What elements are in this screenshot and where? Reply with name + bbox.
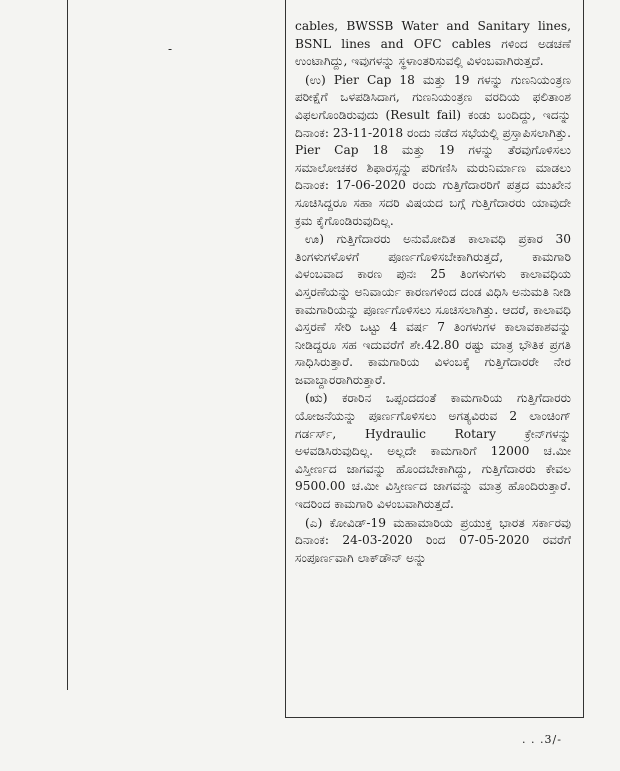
page-number-footer: . . .3/- (522, 733, 562, 746)
table-left-border (67, 0, 68, 690)
paragraph-covid-lockdown: (ಎ) ಕೋವಿಡ್-19 ಮಹಾಮಾರಿಯ ಪ್ರಯುಕ್ತ ಭಾರತ ಸರ್ಕಾರವು ದಿನಾಂಕ: 24-03-2020 ರಿಂದ 07-05-2020 ರವರೆಗೆ ಸಂಪೂರ್ಣವಾಗಿ ಲಾಕ್‌ಡೌನ್ ಅನ್ನು (295, 515, 571, 565)
paragraph-obstruction-cables: cables, BWSSB Water and Sanitary lines, BSNL lines and OFC cables ಗಳಿಂದ ಅಡಚಣೆ ಉಂಟಾಗಿದ್ದು, ಇವುಗಳನ್ನು ಸ್ಥಳಾಂತರಿಸುವಲ್ಲಿ ವಿಳಂಬವಾಗಿರುತ್ತದೆ. (295, 19, 571, 69)
paragraph-launching-girders: (ಋ) ಕರಾರಿನ ಒಪ್ಪಂದದಂತೆ ಕಾಮಗಾರಿಯ ಗುತ್ತಿಗೆದಾರರು ಯೋಜನೆಯನ್ನು ಪೂರ್ಣಗೊಳಿಸಲು ಅಗತ್ಯವಿರುವ 2 ಲಾಂಚಿಂಗ್ ಗರ್ಡರ್ಸ್, Hydraulic Rotary ಕ್ರೇನ್‌ಗಳನ್ನು ಅಳವಡಿಸಿರುವುದಿಲ್ಲ. ಅಲ್ಲದೇ ಕಾಮಗಾರಿಗೆ 12000 ಚ.ಮೀ ವಿಸ್ತೀರ್ಣದ ಜಾಗವನ್ನು ಹೊಂದಬೇಕಾಗಿದ್ದು, ಗುತ್ತಿಗೆದಾರರು ಕೇವಲ 9500.00 ಚ.ಮೀ ವಿಸ್ತೀರ್ಣದ ಜಾಗವನ್ನು ಮಾತ್ರ ಹೊಂದಿರುತ್ತಾರೆ. ಇದರಿಂದ ಕಾಮಗಾರಿ ವಿಳಂಬವಾಗಿರುತ್ತದೆ. (295, 391, 571, 512)
paragraph-pier-cap: (ಉ) Pier Cap 18 ಮತ್ತು 19 ಗಳನ್ನು ಗುಣನಿಯಂತ್ರಣ ಪರೀಕ್ಷೆಗೆ ಒಳಪಡಿಸಿದಾಗ, ಗುಣನಿಯಂತ್ರಣ ವರದಿಯ ಫಲಿತಾಂಶ ವಿಫಲಗೊಂಡಿರುವುದು (Result fail) ಕಂಡು ಬಂದಿದ್ದು, ಇದನ್ನು ದಿನಾಂಕ: 23-11-2018 ರಂದು ನಡೆದ ಸಭೆಯಲ್ಲಿ ಪ್ರಸ್ತಾಪಿಸಲಾಗಿತ್ತು. Pier Cap 18 ಮತ್ತು 19 ಗಳನ್ನು ತೆರವುಗೊಳಿಸಲು ಸಮಾಲೋಚಕರ ಶಿಫಾರಸ್ಸನ್ನು ಪರಿಗಣಿಸಿ ಮರುನಿರ್ಮಾಣ ಮಾಡಲು ದಿನಾಂಕ: 17-06-2020 ರಂದು ಗುತ್ತಿಗೆದಾರರಿಗೆ ಪತ್ರದ ಮುಖೇನ ಸೂಚಿಸಿದ್ದರೂ ಸಹಾ ಸದರಿ ವಿಷಯದ ಬಗ್ಗೆ ಗುತ್ತಿಗೆದಾರರು ಯಾವುದೇ ಕ್ರಮ ಕೈಗೊಂಡಿರುವುದಿಲ್ಲ. (295, 72, 571, 228)
right-column-content (295, 18, 571, 568)
table-right-border (583, 0, 584, 718)
paragraph-time-extension: ಊ) ಗುತ್ತಿಗೆದಾರರು ಅನುಮೋದಿತ ಕಾಲಾವಧಿ ಪ್ರಕಾರ 30 ತಿಂಗಳುಗಳೊಳಗೆ ಪೂರ್ಣಗೊಳಿಸಬೇಕಾಗಿರುತ್ತದೆ, ಕಾಮಗಾರಿ ವಿಳಂಬವಾದ ಕಾರಣ ಪುನಃ 25 ತಿಂಗಳುಗಳು ಕಾಲಾವಧಿಯ ವಿಸ್ತರಣೆಯನ್ನು ಅನಿವಾರ್ಯ ಕಾರಣಗಳಿಂದ ದಂಡ ವಿಧಿಸಿ ಅನುಮತಿ ನೀಡಿ ಕಾಮಗಾರಿಯನ್ನು ಪೂರ್ಣಗೊಳಿಸಲು ಸೂಚಿಸಲಾಗಿತ್ತು. ಆದರೆ, ಕಾಲಾವಧಿ ವಿಸ್ತರಣೆ ಸೇರಿ ಒಟ್ಟು 4 ವರ್ಷ 7 ತಿಂಗಳುಗಳ ಕಾಲಾವಕಾಶವನ್ನು ನೀಡಿದ್ದರೂ ಸಹ ಇದುವರೆಗೆ ಶೇ.42.80 ರಷ್ಟು ಮಾತ್ರ ಭೌತಿಕ ಪ್ರಗತಿ ಸಾಧಿಸಿರುತ್ತಾರೆ. ಕಾಮಗಾರಿಯ ವಿಳಂಬಕ್ಕೆ ಗುತ್ತಿಗೆದಾರರೇ ನೇರ ಜವಾಬ್ದಾರರಾಗಿರುತ್ತಾರೆ. (295, 232, 571, 387)
left-column-marker: - (168, 42, 173, 56)
table-bottom-border (285, 717, 584, 718)
table-column-divider (285, 0, 286, 718)
